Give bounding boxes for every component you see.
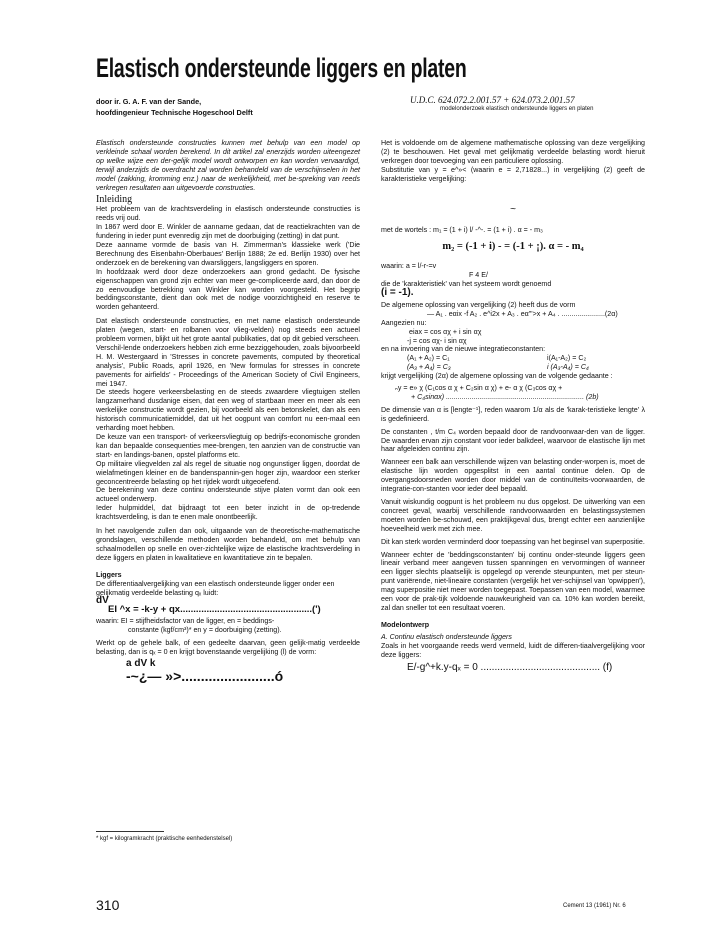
paragraph: De dimensie van α is [lengte⁻¹], reden waarom 1/α als de 'karak-teristieke lengte' λ is gedefinieerd. xyxy=(381,405,645,423)
footnote-rule xyxy=(96,831,164,832)
paragraph: Wanneer een balk aan verschillende wijzen van belasting onder-worpen is, moet de elastische lijn worden opgesplitst in een aantal continue delen. Op de overgangsdoorsneden worden door middel van de continuïteits-voorwaarden, de integratie-con-stanten voor ieder deel bepaald. xyxy=(381,458,645,494)
left-column xyxy=(96,139,360,683)
equation-2b: ₙy = e» χ (C₁cos α χ + C₂sin α χ) + e- α χ (C₃cos αχ + xyxy=(395,384,563,393)
paragraph: Wanneer echter de 'beddingsconstanten' bij continu onder-steunde liggers geen lineair verband meer aangeven tussen spanningen en vervormingen of wanneer een ligger slechts plaatselijk is opgelegd op verende steunpunten, met per steun-punt variërende, niet-lineaire constanten (vergelijk het ver-schijnsel van 'opwippen'), mag superpositie niet meer worden toegepast. Toepassen van een model, waarmee een voor de prak-tijk voldoende nauwkeurigheid van ca. 10% kan worden bereikt, zal dan sneller tot een resultaat voeren. xyxy=(381,550,645,612)
waarin-line: waarin: a = l/-r-=v xyxy=(381,262,437,271)
subsection-heading: A. Continu elastisch ondersteunde liggers xyxy=(381,632,512,641)
page-number: 310 xyxy=(96,897,120,913)
paragraph: In 1867 werd door E. Winkler de aanname gedaan, dat de reactiekrachten van de fundering in ieder punt evenredig zijn met de doorbuiging (zetting) in dat punt. xyxy=(96,223,360,241)
equation-m2: m₂ = (-1 + i) - = (-1 + ¡). α = - m₄ xyxy=(442,241,584,253)
equation-2b-cont: + C₄sinαx) ...................................................................... (2b) xyxy=(411,392,599,401)
eiax-line: eiax = cos αχ + i sin αχ xyxy=(409,327,482,336)
constant-c4: i (A₃-A₄) = C₄ xyxy=(547,363,589,372)
author-name: door ir. G. A. F. van der Sande, xyxy=(96,97,202,106)
invoering-line: en na invoering van de nieuwe integratieconstanten: xyxy=(381,345,546,354)
ej-line: -j = cos αχ- i sin αχ xyxy=(407,336,467,345)
right-column xyxy=(381,139,645,672)
paragraph: Dit kan sterk worden verminderd door toepassing van het beginsel van superpositie. xyxy=(381,537,645,546)
paragraph: De steeds hogere verkeersbelasting en de steeds zwaardere vliegtuigen stellen langzamerhand dusdanige eisen, dat een weg of startbaan meer en meer als een werkelijke constructie wordt gezien, bij voorbeeld als een betonskelet, dan als een historisch communicatiemiddel, dat uit het oogpunt van comfort nu een-maal een verharding moet hebben. xyxy=(96,388,360,433)
udc-subtitle: modelonderzoek elastisch ondersteunde liggers en platen xyxy=(440,106,594,112)
footnote: * kgf = kilogramkracht (praktische eenhedenstelsel) xyxy=(96,836,233,842)
section-heading-inleiding: Inleiding xyxy=(96,194,133,206)
udc-code: U.D.C. 624.072.2.001.57 + 624.073.2.001.57 xyxy=(410,95,575,105)
paragraph: De differentiaalvergelijking van een elastisch ondersteunde ligger onder een gelijkmatig verdeelde belasting qₓ luidt: xyxy=(96,579,335,597)
section-heading-liggers: Liggers xyxy=(96,570,122,579)
paragraph: In hoofdzaak werd door deze onderzoekers aan grond gedacht. De fysische eigenschappen van grond zijn echter van meer ge-compliceerde aard, dan door de zo eenvoudige betrekking van Winkler kan worden voorgesteld. Het begrip beddingsconstante, dient dan ook met de nodige voorzichtigheid en reserve te worden gehanteerd. xyxy=(96,267,360,312)
f4-line: F 4 E/ xyxy=(469,271,488,280)
i-definition: (i = -1). xyxy=(381,286,414,298)
paragraph: Werkt op de gehele balk, of een gedeelte daarvan, geen gelijk-matig verdeelde belasting, dan is qₓ = 0 en krijgt bovenstaande vergelijking (l) de vorm: xyxy=(96,639,360,656)
author-affiliation: hoofdingenieur Technische Hogeschool Delft xyxy=(96,108,253,117)
constants-row xyxy=(381,363,645,372)
roots-line: met de wortels : m₁ = (1 + i) l/ -^-. = (1 + i) . α = - m₃ xyxy=(381,226,543,235)
paragraph: Op militaire vliegvelden zal als regel de situatie nog ongunstiger liggen, doordat de wielafmetingen kleiner en de bandenspannin-gen hoger zijn, waardoor een sterker geconcentreerde belasting op het rijdek wordt uitgeoefend. xyxy=(96,459,360,486)
equation-1: EI ^x = -k-y + qx..................................................(') xyxy=(108,604,321,616)
paragraph: De berekening van deze continu ondersteunde stijve platen vormt dan ook een actueel onderwerp. xyxy=(96,486,360,504)
equation-2a: — A₁ . eαix -f A₂ . e^i2x + A₃ . eα"'>x + A₄ . ......................(2α) xyxy=(427,309,618,318)
paragraph: krijgt vergelijking (2α) de algemene oplossing van de volgende gedaante : xyxy=(381,372,613,381)
equation-2: -~¿— »>........................ó xyxy=(126,667,284,684)
equation-2-top: a dV k xyxy=(126,657,156,669)
tilde-mark: ~ xyxy=(510,203,516,215)
paragraph: De algemene oplossing van vergelijking (2) heeft dus de vorm xyxy=(381,300,576,309)
waarin-line: waarin: EI = stijfheidsfactor van de ligger, en = beddings- xyxy=(96,617,275,626)
paragraph: Deze aanname vormde de basis van H. Zimmerman's klassieke werk ('Die Berechnung des Eisenbahn-Oberbaues' Berlijn 1888; 2e ed. Berlijn 1930) over het onderzoek en de berekening van dwarsliggers, langsliggers en sporen. xyxy=(96,240,360,267)
equation-dv: dV xyxy=(96,595,109,607)
journal-reference: Cement 13 (1961) Nr. 6 xyxy=(563,903,626,909)
abstract: Elastisch ondersteunde constructies kunnen met behulp van een model op verkleinde schaal worden berekend. In dit artikel zal enerzijds worden uiteengezet op welke wijze een der-gelijk model wordt ontworpen en kan worden vervaardigd, terwijl anderzijds de overdracht zal worden behandeld van de verschijnselen in het model (zakking, kromming enz.) naar de werkelijkheid, met be-spreking van reeds verkregen resultaten aan uitgevoerde constructies. xyxy=(96,139,360,192)
paragraph: Ieder hulpmiddel, dat bijdraagt tot een beter inzicht in de op-tredende krachtsverdeling, is dan te enen male onontbeerlijk. xyxy=(96,504,360,522)
author-block xyxy=(96,96,253,118)
paragraph: In het navolgende zullen dan ook, uitgaande van de theoretische-mathematische grondslagen, verschillende methoden worden behandeld, om met behulp van schaalmodellen op snelle en over-zichtelijke wijze de elastische krachtsverdeling in deze liggers en platen in kwalitatieve en kwantitatieve zin te bepalen. xyxy=(96,527,360,562)
karakteristiek-line: die de 'karakteristiek' van het systeem wordt genoemd xyxy=(381,280,552,289)
constant-c3: (A₃ + A₄) = C₃ xyxy=(407,363,451,372)
paragraph: Vanuit wiskundig oogpunt is het probleem nu dus opgelost. De uitwerking van een concreet geval, waarbij verschillende randvoorwaarden en belastingssystemen moeten worden be-schouwd, een praktijkgeval dus, brengt echter een aanzienlijke hoeveelheid werk met zich mee. xyxy=(381,498,645,533)
paragraph: Zoals in het voorgaande reeds werd vermeld, luidt de differen-tiaalvergelijking voor deze liggers: xyxy=(381,641,645,659)
constant-c1: (A₁ + A₂) = C₁ xyxy=(407,354,450,363)
constant-c2: i(A₁-A₂) = C₂ xyxy=(547,354,587,363)
paragraph: Substitutie van y = e^»< (waarin e = 2,71828...) in vergelijking (2) geeft de karakteristieke vergelijking: xyxy=(381,165,645,183)
aangezien-line: Aangezien nu: xyxy=(381,318,427,327)
constants-row xyxy=(381,354,645,363)
paragraph: Het is voldoende om de algemene mathematische oplossing van deze vergelijking (2) te beschouwen. Het geval met gelijkmatig verdeelde belasting wordt hieruit verkregen door toevoeging van een particuliere oplossing. xyxy=(381,139,645,165)
equation-f: E/-g^+k.y-qₓ = 0 ........................................... (f) xyxy=(407,661,613,673)
section-heading-modelontwerp: Modelontwerp xyxy=(381,620,430,629)
article-title: Elastisch ondersteunde liggers en platen xyxy=(96,53,467,83)
paragraph: De keuze van een transport- of verkeersvliegtuig op bedrijfs-economische gronden kan dan bepaalde consequenties mee-brengen, ten aanzien van de constructie van start- en landings-banen, opstel platforms etc. xyxy=(96,433,360,459)
waarin-line: constante (kgf/cm³)* en y = doorbuiging (zetting). xyxy=(128,626,282,635)
paragraph: De constanten , t/m C₄ worden bepaald door de randvoorwaar-den van de ligger. De waarden ervan zijn constant voor ieder balkdeel, waarvoor de elastische lijn met haar afgeleiden continu zijn. xyxy=(381,427,645,454)
paragraph: Het probleem van de krachtsverdeling in elastisch ondersteunde constructies is reeds vrij oud. xyxy=(96,205,360,223)
paragraph: Dat elastisch ondersteunde constructies, en met name elastisch ondersteunde platen (wegen, start- en rolbanen voor vlieg-velden) nog steeds een actueel probleem vormen, blijkt uit het grote aantal publikaties, dat op dit gebied verscheen. Verschil-lende onderzoekers hebben zich erme bezziggehouden, zoals bijvoorbeeld H. M. Westergaard in 'Stresses in concrete pavements, computed by theoretical analysis', Public Roads, april 1926, en 'New formulas for stresses in concrete pavements for airfields' - Proceedings of the American Society of Civil Engineers, mei 1947. xyxy=(96,317,360,388)
